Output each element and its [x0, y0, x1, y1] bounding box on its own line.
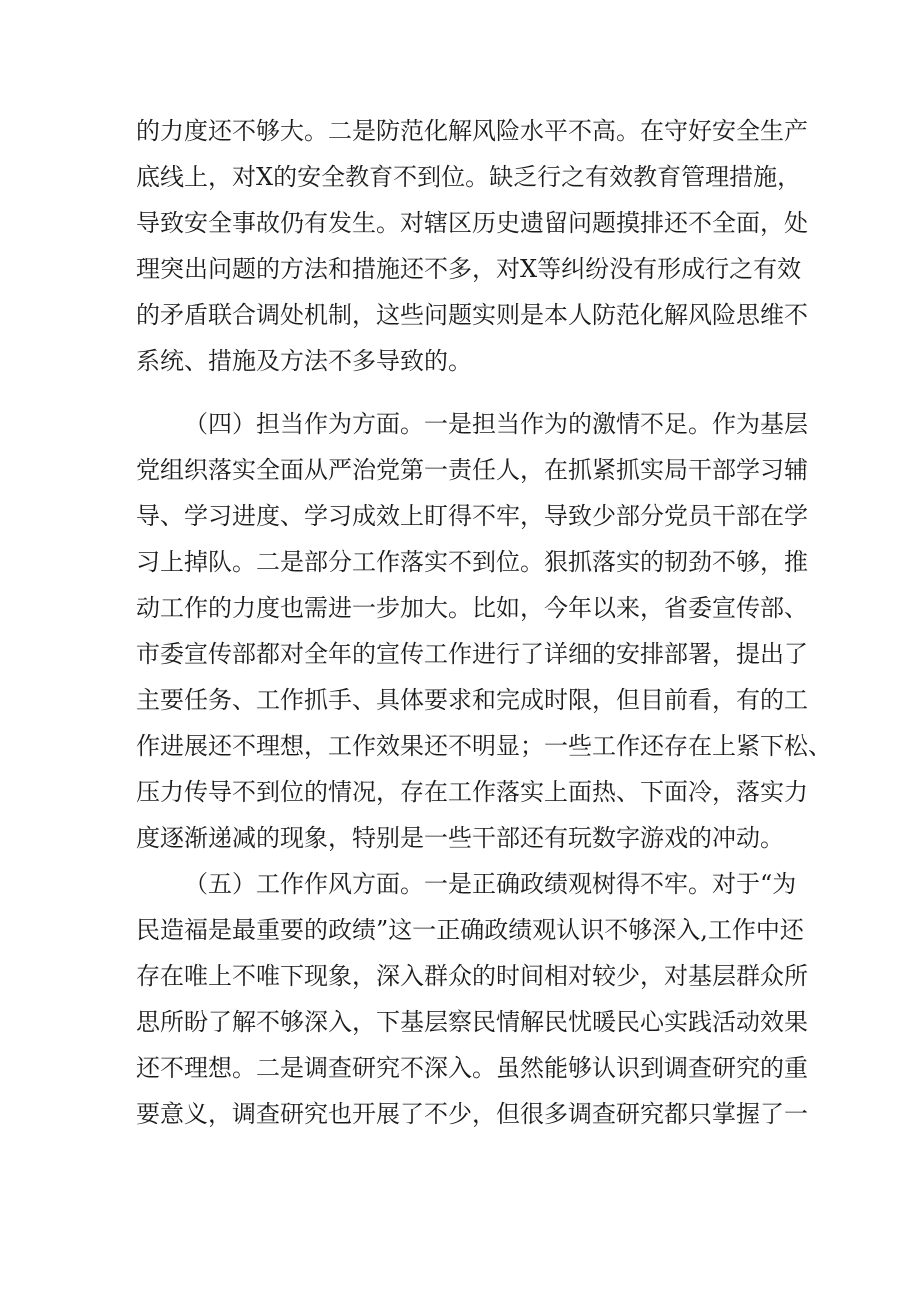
- paragraph-line: 底线上，对X的安全教育不到位。缺乏行之有效教育管理措施，: [136, 163, 802, 191]
- paragraph-line: 思所盼了解不够深入，下基层察民情解民忧暖民心实践活动效果: [136, 1008, 808, 1036]
- document-body: [136, 108, 832, 1137]
- paragraph-line: 作进展还不理想，工作效果还不明显；一些工作还存在上紧下松、: [136, 732, 832, 760]
- paragraph-line: 的矛盾联合调处机制，这些问题实则是本人防范化解风险思维不: [136, 301, 808, 329]
- paragraph-line: 动工作的力度也需进一步加大。比如，今年以来，省委宣传部、: [136, 594, 808, 622]
- paragraph-line: 的力度还不够大。二是防范化解风险水平不高。在守好安全生产: [136, 117, 808, 145]
- paragraph-line: 习上掉队。二是部分工作落实不到位。狠抓落实的韧劲不够，推: [136, 548, 808, 576]
- paragraph-line: 压力传导不到位的情况，存在工作落实上面热、下面冷，落实力: [136, 778, 808, 806]
- paragraph-line: 度逐渐递减的现象，特别是一些干部还有玩数字游戏的冲动。: [136, 824, 784, 852]
- paragraph-line: （四）担当作为方面。一是担当作为的激情不足。作为基层: [184, 410, 808, 438]
- paragraph-gap: [136, 384, 796, 401]
- paragraph-line: 导致安全事故仍有发生。对辖区历史遗留问题摸排还不全面，处: [136, 209, 808, 237]
- paragraph-line: 存在唯上不唯下现象，深入群众的时间相对较少，对基层群众所: [136, 962, 808, 990]
- paragraph-line: 导、学习进度、学习成效上盯得不牢，导致少部分党员干部在学: [136, 502, 808, 530]
- paragraph-line: （五）工作作风方面。一是正确政绩观树得不牢。对于“为: [184, 870, 797, 898]
- paragraph-line: 主要任务、工作抓手、具体要求和完成时限，但目前看，有的工: [136, 686, 808, 714]
- paragraph-line: 党组织落实全面从严治党第一责任人，在抓紧抓实局干部学习辅: [136, 456, 808, 484]
- paragraph-line: 要意义，调查研究也开展了不少，但很多调查研究都只掌握了一: [136, 1100, 808, 1128]
- paragraph-line: 还不理想。二是调查研究不深入。虽然能够认识到调查研究的重: [136, 1054, 808, 1082]
- paragraph-line: 民造福是最重要的政绩”这一正确政绩观认识不够深入,工作中还: [136, 916, 804, 944]
- paragraph-line: 市委宣传部都对全年的宣传工作进行了详细的安排部署，提出了: [136, 640, 808, 668]
- paragraph-line: 理突出问题的方法和措施还不多，对X等纠纷没有形成行之有效: [136, 255, 802, 283]
- paragraph-line: 系统、措施及方法不多导致的。: [136, 347, 472, 375]
